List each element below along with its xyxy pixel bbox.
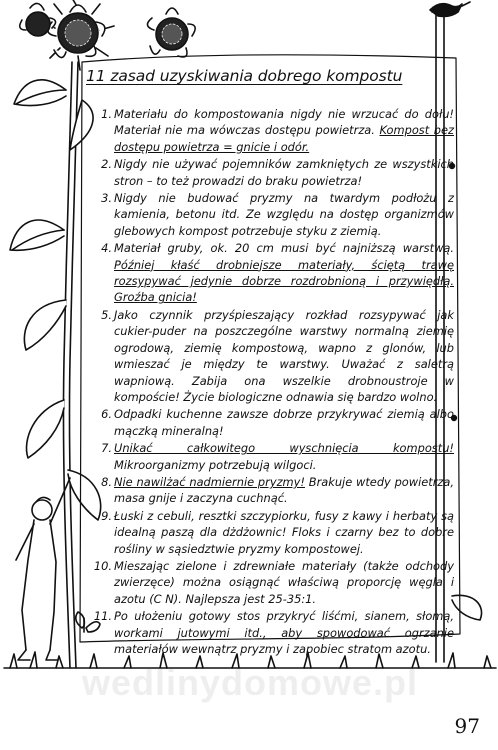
leaf-icon xyxy=(452,595,482,620)
rule-text: Materiał gruby, ok. 20 cm musi być najniższą warstwą. xyxy=(114,241,454,256)
rule-text-underlined: Później kłaść drobniejsze materiały, ściętą trawę rozsypywać jedynie dobrze rozdrobnioną i przywiędłą. Groźba gnicia! xyxy=(114,257,454,305)
rule-text: Jako czynnik przyśpieszający rozkład rozsypywać jak cukier-puder na poszczególne warstwy normalną ziemię ogrodową, ziemię kompostową, wapno z glonów, lub wmieszać je między te warstwy. Uważać z saletrą wapniową. Zabija ona wszelkie drobnoustroje w kompoście! Życie biologiczne odnawia się bardzo wolno. xyxy=(114,307,454,404)
rule-number: 3. xyxy=(101,191,112,206)
rule-text: Mikroorganizmy potrzebują wilgoci. xyxy=(114,457,317,472)
rule-text: Nigdy nie używać pojemników zamkniętych ze wszystkich stron – to też prowadzi do braku powietrza! xyxy=(114,157,454,188)
watermark: wedlinydomowe.pl xyxy=(81,662,419,703)
leaf-icon xyxy=(24,300,66,350)
rule-text: Mieszając zielone i zdrewniałe materiały (także odchody zwierzęce) można osiągnąć właściwą proporcję węgla i azotu (C N). Najlepsza jest 25-35:1. xyxy=(114,558,454,606)
rule-number: 7. xyxy=(101,441,112,456)
rule-text: Materiału do kompostowania nigdy nie wrzucać do dołu! Materiał nie ma wówczas dostępu powietrza. xyxy=(114,107,454,138)
sunflower-head-icon xyxy=(147,8,195,57)
rules-list xyxy=(92,106,454,658)
rule-item xyxy=(92,474,454,507)
rule-text: Odpadki kuchenne zawsze dobrze przykrywać ziemią albo mączką mineralną! xyxy=(114,407,454,438)
rule-text: Po ułożeniu gotowy stos przykryć liśćmi, sianem, słomą, workami jutowymi itd., aby spowodować ogrzanie materiałów wewnątrz pryzmy i zapobiec stratom azotu. xyxy=(114,609,454,656)
rule-item xyxy=(92,508,454,557)
rule-number: 11. xyxy=(93,609,112,624)
rule-item xyxy=(92,190,454,239)
rule-text: Nigdy nie budować pryzmy na twardym podłożu z kamienia, betonu itd. Ze względu na dostęp organizmów glebowych kompost potrzebuje styku z ziemią. xyxy=(114,191,454,238)
gardener-figure xyxy=(16,478,70,660)
page-number: 97 xyxy=(454,714,480,738)
rule-text: Brakuje wtedy powietrza, masa gnije i zaczyna cuchnąć. xyxy=(114,474,454,506)
leaf-icon xyxy=(27,400,65,458)
rule-item xyxy=(92,440,454,473)
sunflower-stem xyxy=(63,62,72,668)
rule-number: 4. xyxy=(101,241,112,256)
rule-text-underlined: Kompost bez dostępu powietrza = gnicie i odór. xyxy=(114,123,454,154)
sunflower-head-icon xyxy=(40,0,114,70)
rule-item xyxy=(92,106,454,155)
rule-number: 9. xyxy=(101,508,112,523)
rule-item xyxy=(92,240,454,306)
rule-text-underlined: Unikać całkowitego wyschnięcia kompostu! xyxy=(114,441,454,456)
rule-item xyxy=(92,406,454,439)
rule-number: 10. xyxy=(93,558,112,573)
bird-icon xyxy=(430,2,470,17)
rule-number: 5. xyxy=(101,307,112,322)
rule-item xyxy=(92,558,454,607)
rule-number: 1. xyxy=(101,107,112,121)
rule-number: 2. xyxy=(101,157,112,172)
rule-item xyxy=(92,608,454,657)
rule-item xyxy=(92,307,454,405)
rule-number: 8. xyxy=(101,474,112,489)
rule-item xyxy=(92,156,454,189)
rule-text-underlined: Nie nawilżać nadmiernie pryzmy! xyxy=(114,474,305,489)
rule-number: 6. xyxy=(101,407,112,422)
page-title: 11 zasad uzyskiwania dobrego kompostu xyxy=(86,67,403,85)
rule-text: Łuski z cebuli, resztki szczypiorku, fusy z kawy i herbaty są idealną paszą dla dżdżownic! Floks i czarny bez to dobre rośliny w sąsiedztwie pryzmy kompostowej. xyxy=(114,508,454,556)
